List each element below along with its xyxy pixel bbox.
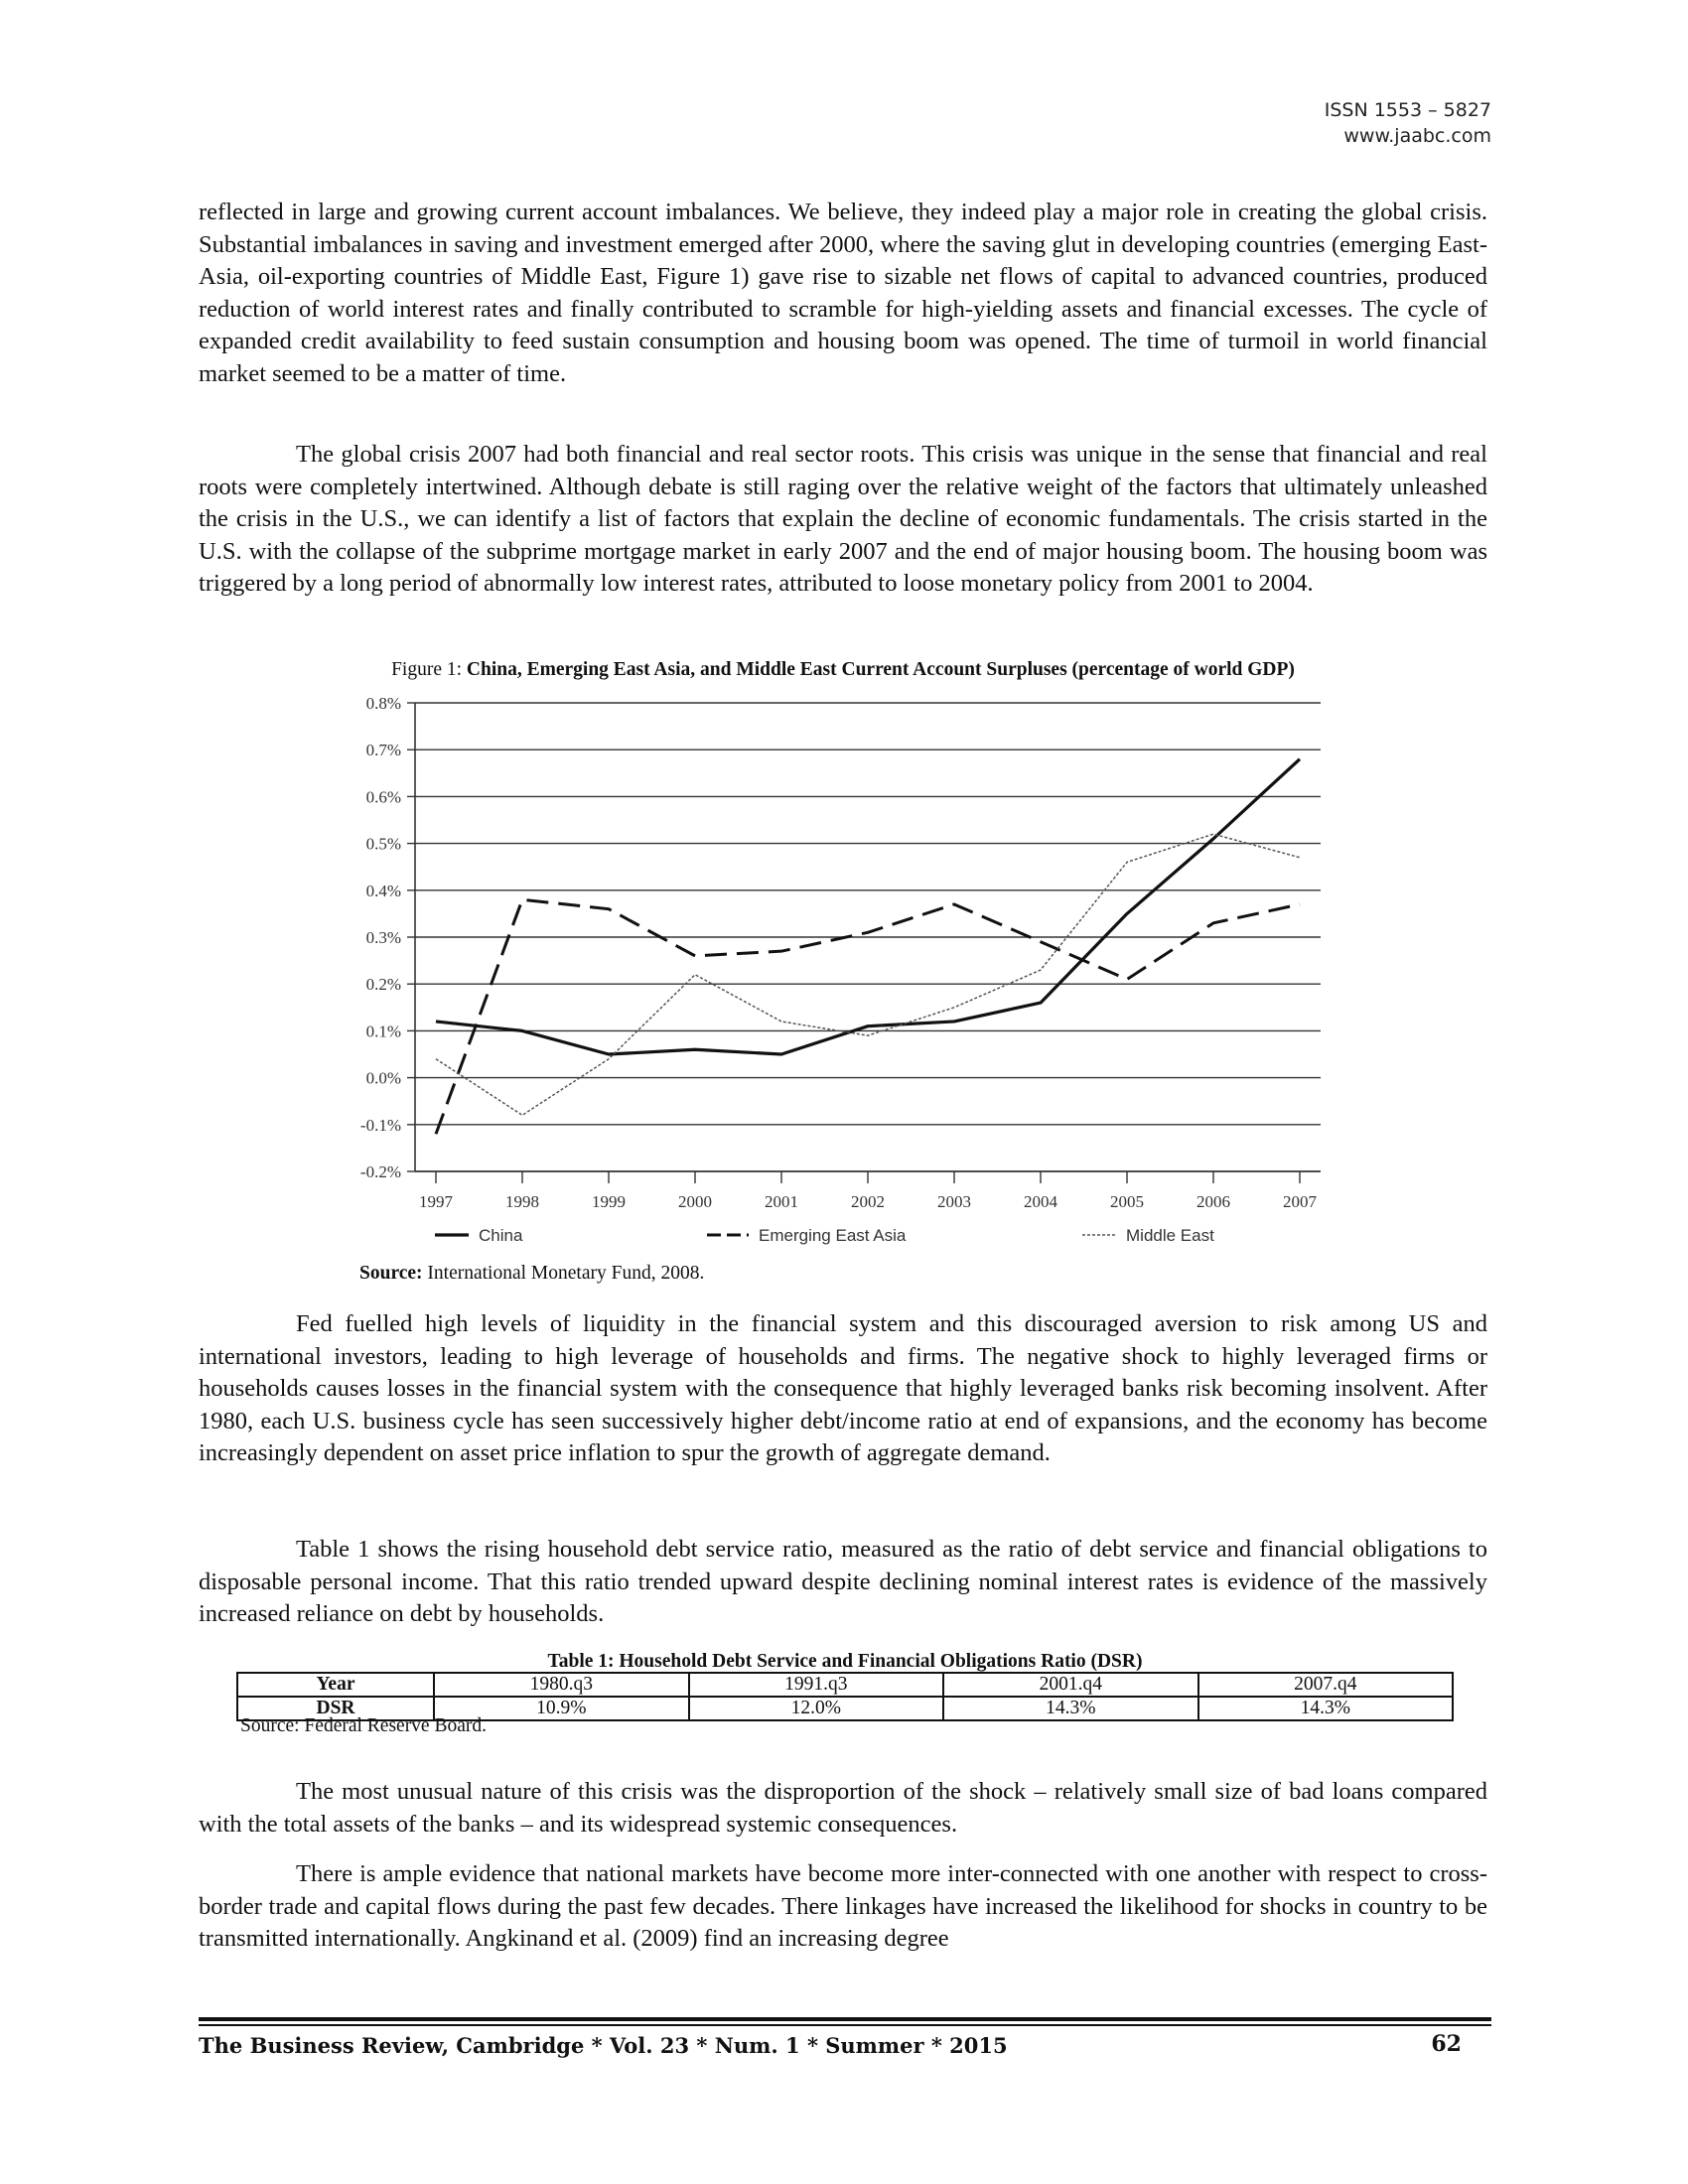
figure-caption: [199, 659, 1487, 681]
x-tick-label: 1998: [505, 1192, 539, 1211]
series-line: [436, 759, 1300, 1054]
figure-title: China, Emerging East Asia, and Middle East Current Account Surpluses (percentage of world GDP): [466, 659, 1295, 680]
footer-journal: The Business Review, Cambridge * Vol. 23 * Num. 1 * Summer * 2015: [199, 2033, 1008, 2058]
y-tick-label: 0.7%: [365, 741, 401, 760]
paragraph-5: The most unusual nature of this crisis was the disproportion of the shock – relatively small size of bad loans compared with the total assets of the banks – and its widespread systemic consequences.: [199, 1778, 1487, 1838]
table-title: Table 1: Household Debt Service and Financial Obligations Ratio (DSR): [547, 1651, 1143, 1672]
figure-source: [359, 1263, 704, 1285]
figure-source-label: Source:: [359, 1263, 423, 1284]
current-account-chart: [348, 685, 1350, 1266]
figure-label: Figure 1:: [391, 659, 467, 680]
table-row: [237, 1673, 1453, 1697]
y-tick-label: -0.2%: [359, 1162, 401, 1181]
table-row-header: Year: [237, 1673, 434, 1697]
figure-source-text: International Monetary Fund, 2008.: [422, 1263, 705, 1284]
x-tick-label: 2003: [937, 1192, 971, 1211]
paragraph-6: There is ample evidence that national markets have become more inter-connected with one another with respect to cross-border trade and capital flows during the past few decades. There linkages have increased the likelihood for shocks in country to be transmitted internationally. Angkinand et al. (2009) find an increasing degree: [199, 1860, 1487, 1952]
table-cell: 10.9%: [434, 1697, 689, 1720]
y-tick-label: -0.1%: [359, 1115, 401, 1135]
table-cell: 2007.q4: [1198, 1673, 1454, 1697]
y-tick-label: 0.1%: [365, 1022, 401, 1041]
x-tick-label: 1997: [419, 1192, 453, 1211]
y-tick-label: 0.6%: [365, 787, 401, 807]
x-tick-label: 2000: [678, 1192, 712, 1211]
series-line: [436, 899, 1300, 1134]
y-tick-label: 0.4%: [365, 881, 401, 900]
x-tick-label: 2007: [1283, 1192, 1317, 1211]
x-tick-label: 2006: [1196, 1192, 1230, 1211]
table-cell: 1991.q3: [689, 1673, 944, 1697]
x-tick-label: 2001: [765, 1192, 798, 1211]
table-cell: 1980.q3: [434, 1673, 689, 1697]
x-tick-label: 2002: [851, 1192, 885, 1211]
y-tick-label: 0.5%: [365, 834, 401, 854]
paragraph-1: reflected in large and growing current account imbalances. We believe, they indeed play a major role in creating the global crisis. Substantial imbalances in saving and investment emerged after 2000, where the saving glut in developing countries (emerging East-Asia, oil-exporting countries of Middle East, Figure 1) gave rise to sizable net flows of capital to advanced countries, produced reduction of world interest rates and finally contributed to scramble for high-yielding assets and financial excesses. The cycle of expanded credit availability to feed sustain consumption and housing boom was opened. The time of turmoil in world financial market seemed to be a matter of time.: [199, 199, 1487, 387]
legend-label: Middle East: [1126, 1226, 1214, 1245]
paragraph-4: Table 1 shows the rising household debt service ratio, measured as the ratio of debt service and financial obligations to disposable personal income. That this ratio trended upward despite declining nominal interest rates is evidence of the massively increased reliance on debt by households.: [199, 1536, 1487, 1627]
legend-label: Emerging East Asia: [759, 1226, 907, 1245]
page-number: 62: [1431, 2031, 1462, 2057]
table-row-header: DSR: [237, 1697, 434, 1720]
table-source: Source: Federal Reserve Board.: [240, 1715, 487, 1736]
x-tick-label: 2005: [1110, 1192, 1144, 1211]
y-tick-label: 0.0%: [365, 1068, 401, 1088]
x-tick-label: 1999: [592, 1192, 626, 1211]
footer-rule: [199, 2017, 1491, 2021]
y-tick-label: 0.2%: [365, 975, 401, 995]
y-tick-label: 0.3%: [365, 928, 401, 947]
legend-label: China: [479, 1226, 523, 1245]
y-tick-label: 0.8%: [365, 694, 401, 713]
paragraph-2: The global crisis 2007 had both financial and real sector roots. This crisis was unique in the sense that financial and real roots were completely intertwined. Although debate is still raging over the relative weight of the factors that ultimately unleashed the crisis in the U.S., we can identify a list of factors that explain the decline of economic fundamentals. The crisis started in the U.S. with the collapse of the subprime mortgage market in early 2007 and the end of major housing boom. The housing boom was triggered by a long period of abnormally low interest rates, attributed to loose monetary policy from 2001 to 2004.: [199, 441, 1487, 597]
footer-rule: [199, 2024, 1491, 2026]
table-cell: 2001.q4: [943, 1673, 1198, 1697]
table-cell: 14.3%: [1198, 1697, 1454, 1720]
paragraph-3: Fed fuelled high levels of liquidity in the financial system and this discouraged aversion to risk among US and international investors, leading to high leverage of households and firms. The negative shock to highly leveraged firms or households causes losses in the financial system with the consequence that highly leveraged banks risk becoming insolvent. After 1980, each U.S. business cycle has seen successively higher debt/income ratio at end of expansions, and the economy has become increasingly dependent on asset price inflation to spur the growth of aggregate demand.: [199, 1310, 1487, 1466]
dsr-table: [236, 1672, 1454, 1721]
table-cell: 14.3%: [943, 1697, 1198, 1720]
journal-url: www.jaabc.com: [1343, 125, 1491, 147]
x-tick-label: 2004: [1024, 1192, 1057, 1211]
table-cell: 12.0%: [689, 1697, 944, 1720]
page-header: [1325, 97, 1491, 149]
issn-text: ISSN 1553 – 5827: [1324, 99, 1491, 121]
